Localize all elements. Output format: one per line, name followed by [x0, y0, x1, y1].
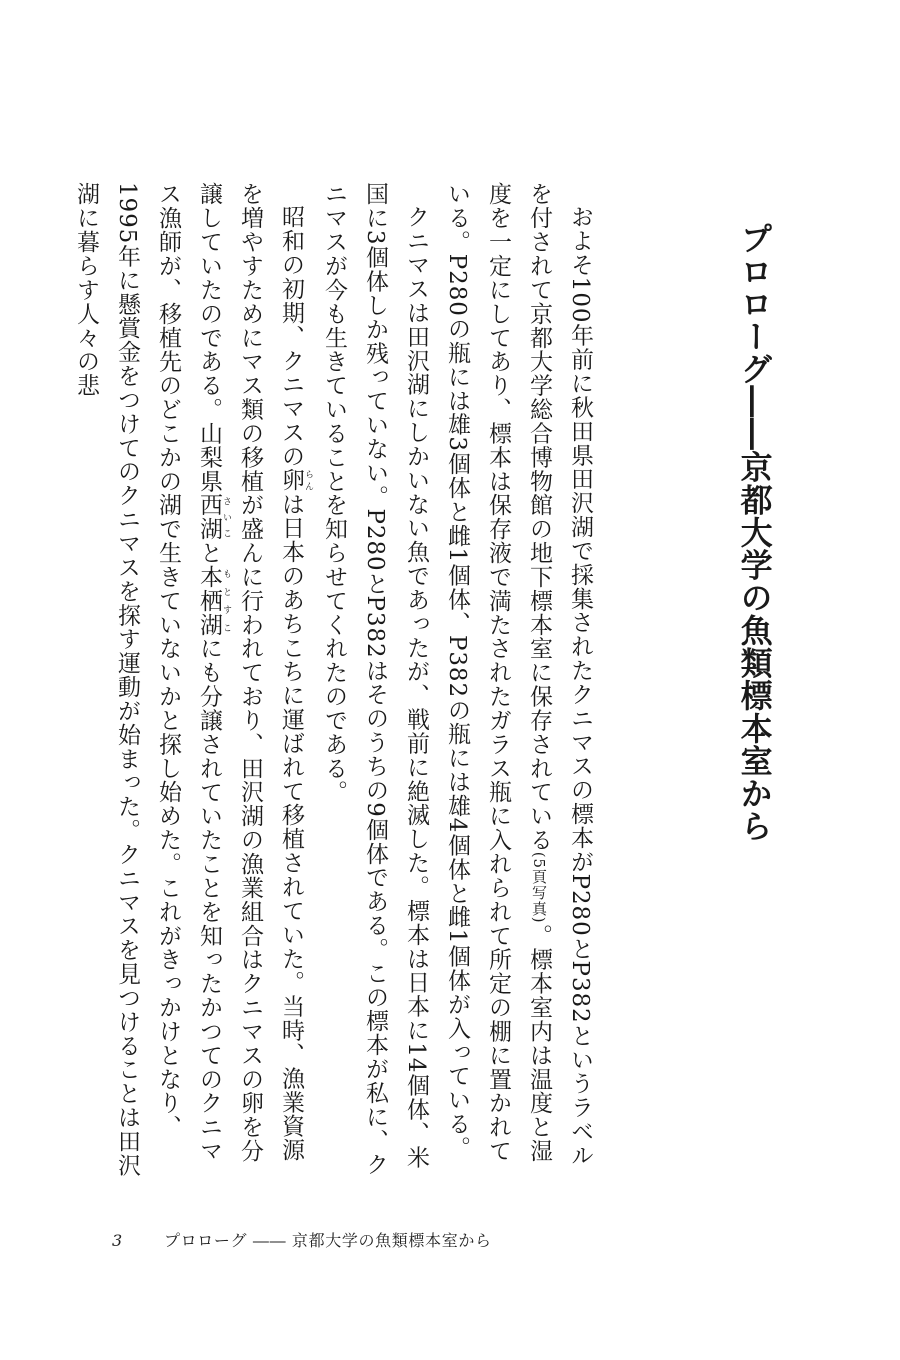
ruby-ran — [278, 468, 313, 493]
ruby-motosuko-reading: もとすこ — [221, 564, 231, 637]
paragraph-2: クニマスは田沢湖にしかいない魚であったが、戦前に絶滅した。標本は日本に14個体、米国に3個体しか残っていない。P280とP382はそのうちの9個体である。この標本が私に、クニマスが今も生きていることを知らせてくれたのである。 — [321, 182, 429, 1177]
ruby-motosuko — [196, 564, 231, 637]
ruby-saiko — [196, 492, 231, 541]
ruby-saiko-base: 西湖 — [196, 492, 222, 541]
paragraph-3-part-2: は日本のあちこちに運ばれて移植されていた。当時、漁業資源を増やすためにマス類の移植が盛んに行われており、田沢湖の漁業組合はクニマスの卵を分譲していたのである。山梨県 — [196, 182, 304, 1163]
paragraph-3-part-3: と — [196, 540, 222, 565]
running-head: プロローグ ―― 京都大学の魚類標本室から — [164, 1231, 492, 1250]
ruby-ran-reading: らん — [303, 468, 313, 493]
body-text — [73, 182, 600, 1182]
paragraph-1-text-cont: 。標本室内は温度と湿度を一定にしてあり、標本は保存液で満たされたガラス瓶に入れられて所定の棚に置かれている。P280の瓶には雄3個体と雌1個体、P382の瓶には雄4個体と雌1個体が入っている。 — [444, 182, 552, 1163]
paragraph-3-part-4: にも分譲されていたことを知ったかつてのクニマス漁師が、移植先のどこかの湖で生きていないかと探し始めた。これがきっかけとなり、1995年に懸賞金をつけてのクニマスを探す運動が始まった。クニマスを見つけることは田沢湖に暮らす人々の悲 — [73, 182, 222, 1178]
page-number: 3 — [112, 1231, 123, 1250]
chapter-title: プロローグ――京都大学の魚類標本室から — [735, 222, 774, 843]
ruby-motosuko-base: 本栖湖 — [196, 564, 222, 637]
photo-reference-note: (5頁写真) — [530, 851, 548, 924]
paragraph-1 — [436, 182, 600, 1182]
paragraph-3-part-1: 昭和の初期、クニマスの — [278, 205, 304, 469]
ruby-ran-base: 卵 — [278, 468, 304, 493]
ruby-saiko-reading: さいこ — [221, 492, 231, 541]
paragraph-3 — [65, 182, 313, 1182]
page-footer — [112, 1228, 492, 1251]
paragraph-1-text: およそ100年前に秋田県田沢湖で採集されたクニマスの標本がP280とP382というラベルを付されて京都大学総合博物館の地下標本室に保存されている — [526, 182, 593, 1168]
